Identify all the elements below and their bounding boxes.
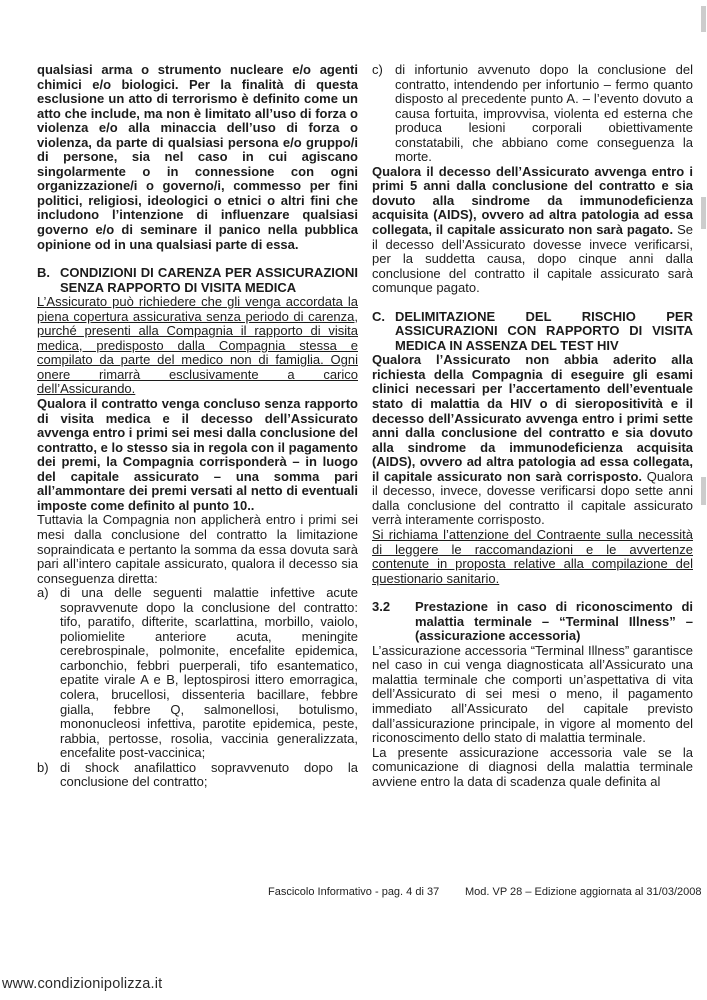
paragraph-terminal-illness-1: L’assicurazione accessoria “Terminal Illness” garantisce nel caso in cui venga diagnosticata all’Assicurato una malattia terminale che comporti un’aspettativa di vita dell’Assicurato di sei mesi o meno, il pagamento immediato all’Assicurato del capitale previsto dall’assicurazione principale, in vigore al momento del riconoscimento dello stato di malattia terminale. [372,642,693,746]
paragraph-tuttavia: Tuttavia la Compagnia non applicherà entro i primi sei mesi dalla conclusione del contratto la limitazione sopraindicata e pertanto la somma da essa dovuta sarà pari all’intero capitale assicurato, qualora il decesso sia conseguenza diretta: [37,512,358,586]
list-item-b-text: di shock anafilattico sopravvenuto dopo la conclusione del contratto; [60,759,358,790]
scan-artifact [701,6,706,32]
paragraph-medical-report-option: L’Assicurato può richiedere che gli venga accordata la piena copertura assicurativa senza periodo di carenza, purché presenti alla Compagnia il rapporto di visita medica, predisposto dalla Compagnia stessa e compilato da parte del medico non di famiglia. Ogni onere rimarrà esclusivamente a carico dell’Assicurando. [37,294,358,397]
paragraph-hiv-regular: Qualora il decesso, invece, dovesse verificarsi dopo sette anni dalla conclusione del contratto il capitale assicurato verrà interamente corrisposto. [372,468,693,528]
right-column [372,63,693,790]
paragraph-hiv-clause [372,353,693,528]
paragraph-questionnaire-notice: Si richiama l’attenzione del Contraente sulla necessità di leggere le raccomandazioni e le avvertenze contenute in proposta relative alla compilazione del questionario sanitario. [372,526,693,586]
section-c-label: C. [372,308,385,324]
footer-page-number: Fascicolo Informativo - pag. 4 di 37 [268,886,440,898]
paragraph-terminal-illness-2: La presente assicurazione accessoria vale se la comunicazione di diagnosi della malattia terminale avviene entro la data di scadenza quale definita al [372,744,693,789]
paragraph-no-medical-visit: Qualora il contratto venga concluso senza rapporto di visita medica e il decesso dell’Assicurato avvenga entro i primi sei mesi dalla conclusione del contratto, e lo stesso sia in regola con il pagamento dei premi, la Compagnia corrisponderà – in luogo del capitale assicurato – una somma pari all’ammontare dei premi versati al netto di eventuali imposte come definito al punto 10.. [37,396,358,513]
section-3-2-heading [372,600,693,644]
section-b-title: CONDIZIONI DI CARENZA PER ASSICURAZIONI SENZA RAPPORTO DI VISITA MEDICA [60,265,358,295]
watermark-site-url: www.condizionipolizza.it [2,976,163,992]
list-item-b-marker: b) [37,759,49,775]
list-item-c-marker: c) [372,62,383,77]
paragraph-aids-regular: Se il decesso dell’Assicurato dovesse invece verificarsi, per la suddetta causa, dopo cinque anni dalla conclusione del contratto il capitale assicurato sarà comunque pagato. [372,222,693,296]
list-item-b [37,761,358,790]
paragraph-terrorism-exclusion: qualsiasi arma o strumento nucleare e/o agenti chimici e/o biologici. Per la finalità di questa esclusione un atto di terrorismo è definito come un atto che include, ma non è limitato all’uso di forza o violenza e/o alla minaccia dell’uso di forza o violenza, da parte di qualsiasi persona e/o gruppo/i di persone, sia nel caso in cui agiscano singolarmente o in connessione con ogni organizzazione/i o governo/i, commesso per fini politici, religiosi, ideologici o etnici o altri fini che includono l’intenzione di influenzare qualsiasi governo e/o di seminare il panico nella pubblica opinione od in una qualsiasi parte di essa. [37,62,358,252]
scan-artifact [701,197,706,229]
list-item-a-text: di una delle seguenti malattie infettive acute sopravvenute dopo la conclusione del contratto: tifo, paratifo, difterite, scarlattina, morbillo, vaiolo, poliomielite anteriore acuta, meningite cerebrospinale, polmonite, encefalite epidemica, carbonchio, febbri puerperali, tifo esantematico, epatite virale A e B, leptospirosi ittero emorragica, colera, brucellosi, dissenteria bacillare, febbre gialla, febbre Q, salmonellosi, botulismo, mononucleosi infettiva, parotite epidemica, peste, rabbia, pertosse, rosolia, vaccinia generalizzata, encefalite post-vaccinica; [60,585,358,761]
list-item-c [372,63,693,165]
section-c-heading [372,310,693,354]
section-b-heading [37,266,358,295]
two-column-layout [37,63,693,790]
paragraph-aids-bold: Qualora il decesso dell’Assicurato avvenga entro i primi 5 anni dalla conclusione del contratto e sia dovuto alla sindrome da immunodeficienza acquisita (AIDS), ovvero ad altra patologia ad essa collegata, il capitale assicurato non sarà pagato. [372,163,693,238]
section-b-label: B. [37,265,50,281]
list-item-a-marker: a) [37,585,49,601]
scan-artifact [701,477,706,505]
paragraph-aids-clause [372,165,693,296]
list-item-a [37,586,358,761]
list-item-c-text: di infortunio avvenuto dopo la conclusione del contratto, intendendo per infortunio – fermo quanto disposto al precedente punto A. – l’evento dovuto a causa fortuita, improvvisa, violenta ed esterna che produca lesioni corporali obiettivamente constatabili, che abbiano come conseguenza la morte. [395,62,693,165]
section-3-2-label: 3.2 [372,599,391,615]
footer-edition-info: Mod. VP 28 – Edizione aggiornata al 31/03/2008 [465,886,702,898]
paragraph-hiv-bold: Qualora l’Assicurato non abbia aderito alla richiesta della Compagnia di eseguire gli esami clinici necessari per l’accertamento dell’eventuale stato di malattia da HIV o di sieropositività e il decesso dell’Assicurato avvenga entro i primi sette anni dalla conclusione del contratto e sia dovuto alla sindrome da immunodeficienza acquisita (AIDS), ovvero ad altra patologia ad essa collegata, il capitale assicurato non sarà corrisposto. [372,352,693,484]
section-c-title: DELIMITAZIONE DEL RISCHIO PER ASSICURAZIONI CON RAPPORTO DI VISITA MEDICA IN ASSENZA DEL TEST HIV [395,308,693,353]
left-column [37,63,358,790]
section-3-2-title: Prestazione in caso di riconoscimento di malattia terminale – “Terminal Illness” – (assicurazione accessoria) [415,599,693,644]
